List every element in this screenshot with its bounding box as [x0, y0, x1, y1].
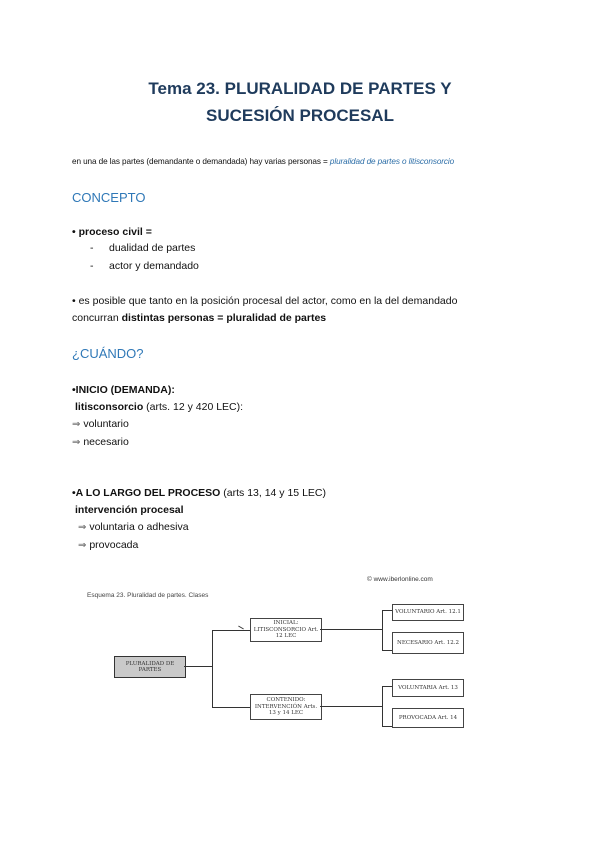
connector [382, 726, 392, 727]
diagram-leaf-voluntaria: VOLUNTARIA Art. 13 [392, 679, 464, 697]
litisconsorcio-bold: litisconsorcio [75, 401, 144, 413]
connector [320, 629, 382, 630]
option-necesario [72, 434, 129, 451]
dash-item-dualidad: dualidad de partes [109, 242, 196, 254]
arrow-head [238, 626, 244, 630]
intervencion-label: intervención procesal [75, 504, 184, 516]
connector [212, 707, 250, 708]
diagram-root-box: PLURALIDAD DE PARTES [114, 656, 186, 678]
dash-marker: - [90, 242, 94, 254]
heading-cuando: ¿CUÁNDO? [72, 346, 144, 361]
connector [382, 686, 383, 726]
connector [212, 630, 250, 631]
option-voluntaria-label: voluntaria o adhesiva [89, 521, 189, 533]
dash-marker: - [90, 260, 94, 272]
litisconsorcio-line [75, 399, 243, 416]
arrow-icon: ⇒ [72, 437, 81, 448]
arrow-icon: ⇒ [78, 540, 87, 551]
largo-proceso-line [72, 485, 326, 502]
paragraph-line2-bold: distintas personas = pluralidad de partes [121, 312, 327, 324]
arrow-icon: ⇒ [78, 522, 87, 533]
diagram-pluralidad [87, 572, 467, 732]
page-title-line2: SUCESIÓN PROCESAL [206, 106, 394, 125]
connector [382, 610, 392, 611]
largo-proceso-rest: (arts 13, 14 y 15 LEC) [220, 487, 326, 499]
paragraph-line1: • es posible que tanto en la posición procesal del actor, como en la del demandado [72, 295, 458, 307]
diagram-caption: Esquema 23. Pluralidad de partes. Clases [87, 592, 209, 599]
connector [212, 630, 213, 707]
connector [382, 610, 383, 650]
intro-paragraph [72, 157, 454, 166]
diagram-source: © www.iberlonline.com [367, 576, 433, 583]
option-voluntario-label: voluntario [83, 418, 129, 430]
inicio-label: •INICIO (DEMANDA): [72, 384, 175, 396]
diagram-leaf-provocada: PROVOCADA Art. 14 [392, 708, 464, 728]
option-voluntaria [78, 519, 189, 536]
connector [184, 666, 212, 667]
diagram-leaf-necesario: NECESARIO Art. 12.2 [392, 632, 464, 654]
litisconsorcio-rest: (arts. 12 y 420 LEC): [143, 401, 244, 413]
diagram-mid-box-intervencion: CONTENIDO: INTERVENCIÓN Arts. 13 y 14 LEC [250, 694, 322, 720]
option-provocada-label: provocada [89, 539, 139, 551]
connector [382, 650, 392, 651]
heading-concepto: CONCEPTO [72, 190, 146, 205]
option-provocada [78, 537, 138, 554]
intro-highlight: pluralidad de partes o litisconsorcio [329, 157, 455, 166]
paragraph-line2-text: concurran [72, 312, 122, 324]
option-voluntario [72, 416, 129, 433]
diagram-mid-box-inicial: INICIAL: LITISCONSORCIO Art. 12 LEC [250, 618, 322, 642]
connector [320, 706, 382, 707]
intro-text: en una de las partes (demandante o demandada) hay varias personas = [72, 157, 330, 166]
dash-item-actor: actor y demandado [109, 260, 199, 272]
diagram-leaf-voluntario: VOLUNTARIO Art. 12.1 [392, 604, 464, 621]
arrow-icon: ⇒ [72, 419, 81, 430]
page-title-line1: Tema 23. PLURALIDAD DE PARTES Y [148, 79, 452, 98]
bullet-proceso-civil: • proceso civil = [72, 226, 152, 238]
largo-proceso-bold: •A LO LARGO DEL PROCESO [72, 487, 221, 499]
connector [382, 686, 392, 687]
paragraph-line2 [72, 310, 326, 327]
option-necesario-label: necesario [83, 436, 129, 448]
